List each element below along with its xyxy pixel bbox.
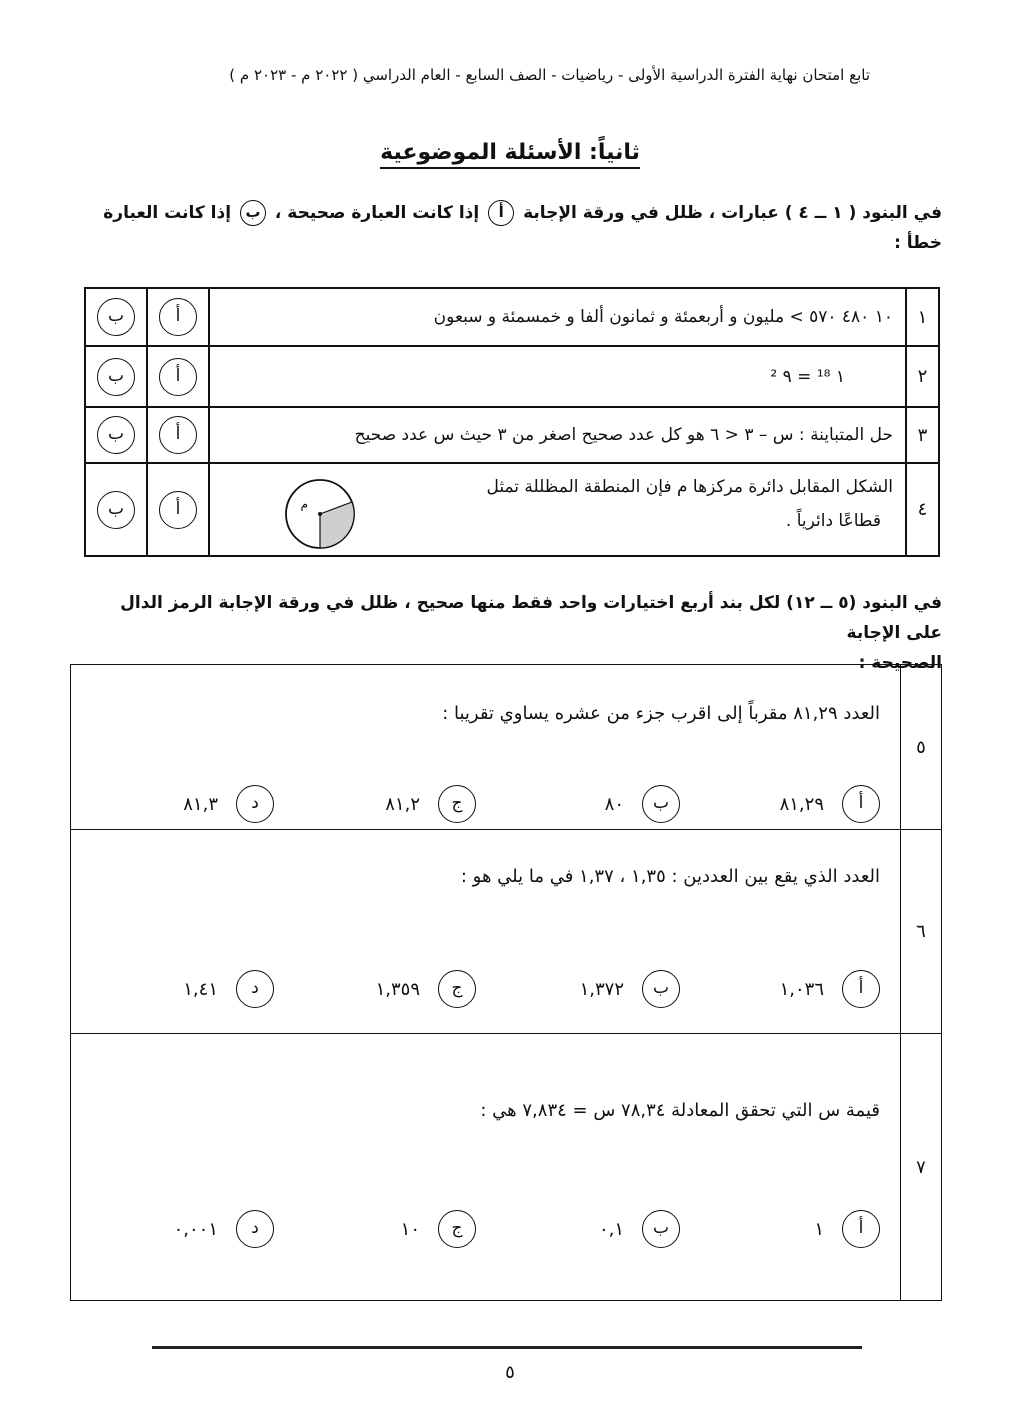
tf-row — [85, 407, 939, 463]
footer-divider — [152, 1346, 862, 1349]
option-b-circle[interactable]: ب — [97, 298, 135, 336]
item-number: ٧ — [901, 1034, 942, 1301]
choice-symbol[interactable]: أ — [842, 1210, 880, 1248]
choice-symbol[interactable]: أ — [842, 785, 880, 823]
option-b-cell[interactable] — [85, 288, 147, 346]
choice-d[interactable] — [183, 970, 274, 1008]
section-title-text: ثانياً: الأسئلة الموضوعية — [380, 140, 640, 169]
tf-row — [85, 463, 939, 556]
choice-value: ٨١,٢٩ — [779, 793, 824, 815]
question-text: العدد الذي يقع بين العددين : ١,٣٥ ، ١,٣٧ في ما يلي هو : — [460, 866, 880, 887]
tf-instr-part3: إذا كانت العبارة خطأ : — [103, 203, 942, 253]
choice-value: ٨٠ — [604, 793, 624, 815]
choice-value: ١,٠٣٦ — [779, 978, 824, 1000]
option-a-cell[interactable] — [147, 463, 209, 556]
option-b-circle[interactable]: ب — [97, 358, 135, 396]
choice-value: ١,٣٥٩ — [375, 978, 420, 1000]
choice-a[interactable] — [780, 970, 880, 1008]
option-a-cell[interactable] — [147, 407, 209, 463]
choice-symbol[interactable]: د — [236, 785, 274, 823]
item-number: ١ — [906, 288, 939, 346]
choice-value: ٨١,٣ — [183, 793, 218, 815]
choice-c[interactable] — [376, 970, 476, 1008]
symbol-a-circle: أ — [488, 200, 514, 226]
tf-row — [85, 346, 939, 406]
choice-symbol[interactable]: ب — [642, 1210, 680, 1248]
choice-value: ٠,١ — [598, 1218, 624, 1240]
question-cell — [71, 830, 901, 1034]
tf-instr-part2: إذا كانت العبارة صحيحة ، — [274, 203, 480, 223]
circle-sector-figure — [280, 476, 364, 552]
center-label: م — [300, 496, 308, 511]
option-a-circle[interactable]: أ — [159, 358, 197, 396]
option-b-cell[interactable] — [85, 463, 147, 556]
item-statement: ١٠ ٤٨٠ ٥٧٠ > مليون و أربعمئة و ثمانون ألفا و خمسمئة و سبعون — [209, 288, 906, 346]
choice-b[interactable] — [605, 785, 680, 823]
choice-symbol[interactable]: د — [236, 970, 274, 1008]
true-false-table — [84, 287, 940, 557]
tf-instr-part1: في البنود ( ١ ــ ٤ ) عبارات ، ظلل في ورقة الإجابة — [523, 203, 942, 223]
question-text: قيمة س التي تحقق المعادلة ٧٨,٣٤ س = ٧,٨٣٤ هي : — [480, 1100, 880, 1121]
item-number: ٥ — [901, 665, 942, 830]
tf-instructions — [82, 198, 942, 258]
choice-symbol[interactable]: ج — [438, 1210, 476, 1248]
item-statement: ١ ¹⁸ = ٩ ² — [209, 346, 906, 406]
option-a-cell[interactable] — [147, 288, 209, 346]
item-number: ٣ — [906, 407, 939, 463]
choice-value: ١,٤١ — [183, 978, 218, 1000]
item-number: ٢ — [906, 346, 939, 406]
choice-value: ١ — [814, 1218, 824, 1240]
option-b-circle[interactable]: ب — [97, 416, 135, 454]
choice-b[interactable] — [580, 970, 680, 1008]
item-statement-line2: قطاعًا دائرياً . — [785, 510, 881, 531]
choice-value: ٠,٠٠١ — [173, 1218, 218, 1240]
mc-instr-line2: الصحيحة : — [858, 653, 942, 673]
question-cell — [71, 665, 901, 830]
mc-row — [71, 665, 942, 830]
choice-symbol[interactable]: د — [236, 1210, 274, 1248]
choice-value: ٨١,٢ — [385, 793, 420, 815]
choice-symbol[interactable]: ج — [438, 970, 476, 1008]
mc-row — [71, 1034, 942, 1301]
choice-d[interactable] — [183, 785, 274, 823]
mc-row — [71, 830, 942, 1034]
tf-row — [85, 288, 939, 346]
choice-a[interactable] — [780, 785, 880, 823]
item-statement-line1: الشكل المقابل دائرة مركزها م فإن المنطقة المظللة تمثل — [486, 476, 893, 497]
choice-d[interactable] — [174, 1210, 274, 1248]
question-cell — [71, 1034, 901, 1301]
option-b-cell[interactable] — [85, 407, 147, 463]
choice-symbol[interactable]: ب — [642, 785, 680, 823]
option-b-circle[interactable]: ب — [97, 491, 135, 529]
choice-c[interactable] — [385, 785, 476, 823]
choice-value: ١٠ — [400, 1218, 420, 1240]
symbol-b-circle: ب — [240, 200, 266, 226]
item-number: ٦ — [901, 830, 942, 1034]
page-number: ٥ — [505, 1362, 515, 1383]
question-text: العدد ٨١,٢٩ مقرباً إلى اقرب جزء من عشره يساوي تقريبا : — [442, 703, 880, 724]
choice-symbol[interactable]: أ — [842, 970, 880, 1008]
option-a-circle[interactable]: أ — [159, 491, 197, 529]
item-statement-cell — [209, 463, 906, 556]
item-statement: حل المتباينة : س – ٣ < ٦ هو كل عدد صحيح اصغر من ٣ حيث س عدد صحيح — [209, 407, 906, 463]
choice-c[interactable] — [401, 1210, 476, 1248]
item-number: ٤ — [906, 463, 939, 556]
option-a-circle[interactable]: أ — [159, 416, 197, 454]
choice-a[interactable] — [814, 1210, 880, 1248]
choice-symbol[interactable]: ب — [642, 970, 680, 1008]
choice-b[interactable] — [599, 1210, 680, 1248]
option-a-circle[interactable]: أ — [159, 298, 197, 336]
option-a-cell[interactable] — [147, 346, 209, 406]
multiple-choice-table — [70, 664, 942, 1301]
choice-symbol[interactable]: ج — [438, 785, 476, 823]
section-title — [0, 140, 1020, 165]
page-header: تابع امتحان نهاية الفترة الدراسية الأولى - رياضيات - الصف السابع - العام الدراسي ( ٢٠٢٢ م - ٢٠٢٣ م ) — [229, 66, 870, 84]
mc-instr-line1: في البنود (٥ ــ ١٢) لكل بند أربع اختيارات واحد فقط منها صحيح ، ظلل في ورقة الإجابة الرمز الدال على الإجابة — [120, 593, 942, 643]
option-b-cell[interactable] — [85, 346, 147, 406]
choice-value: ١,٣٧٢ — [579, 978, 624, 1000]
